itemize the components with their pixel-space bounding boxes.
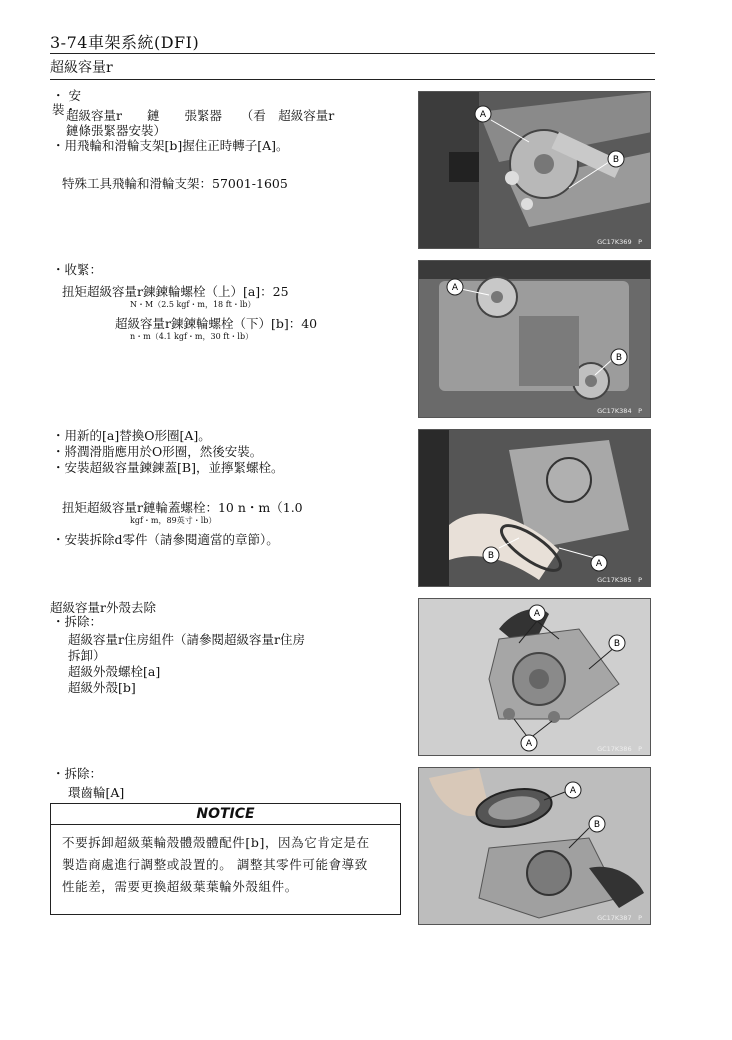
removal-item-3: 超級外殼[b] (68, 680, 136, 695)
photo-ring-gear (418, 767, 651, 925)
photo-housing (418, 598, 651, 756)
photo4-callout-a-top: A (533, 609, 541, 619)
torque-upper: 扭矩超級容量r鍊鍊輪螺栓（上）[a]：25 (62, 284, 289, 299)
install-bullet: ・ 安 (52, 88, 81, 103)
oring-line-3: ・安裝超級容量鍊鍊蓋[B]，並擰緊螺栓。 (52, 460, 284, 475)
cover-torque-unit: kgf・m，89英寸・lb） (130, 516, 217, 525)
notice-line-1: 不要拆卸超級葉輪殼體殼體配件[b]，因為它肯定是在 (62, 835, 370, 850)
removal-item-2: 超級外殼螺栓[a] (68, 664, 161, 679)
photo5-callout-b: B (593, 820, 601, 830)
notice-body (62, 832, 392, 898)
photo4-code: GC17K386 P (597, 745, 642, 753)
header-rule (50, 53, 655, 54)
photo-oring-cover (418, 429, 651, 587)
photo1-code: GC17K369 P (597, 238, 642, 246)
photo1-callout-b: B (612, 155, 620, 165)
install-line-1: 超級容量r 鏈 張緊器 （看 超級容量r (66, 108, 335, 123)
removal-item-1b: 拆卸） (68, 648, 106, 663)
photo2-callout-b: B (615, 353, 623, 363)
oring-line-2: ・將潤滑脂應用於O形圈，然後安裝。 (52, 444, 263, 459)
photo1-callout-a: A (479, 110, 487, 120)
removal-item-1a: 超級容量r住房組件（請參閱超級容量r住房 (68, 632, 305, 647)
section-subtitle: 超級容量r (50, 60, 113, 76)
install-removed-parts: ・安裝拆除d零件（請參閱適當的章節）。 (52, 532, 279, 547)
install-line-2: 鏈條張緊器安裝） (66, 123, 167, 138)
page-title: 3-74車架系統(DFI) (50, 33, 200, 52)
notice-heading: NOTICE (50, 803, 401, 825)
photo5-callout-a: A (569, 786, 577, 796)
photo3-callout-b: B (487, 551, 495, 561)
photo-sprocket-bolts (418, 260, 651, 418)
photo3-callout-a: A (595, 559, 603, 569)
photo5-code: GC17K387 P (597, 914, 642, 922)
removal-heading-2: ・拆除： (52, 766, 103, 781)
cover-torque: 扭矩超級容量r鏈輪蓋螺栓：10 n・m（1.0 (62, 500, 303, 515)
tighten-heading: ・收緊： (52, 262, 103, 277)
ring-gear-item: 環齒輪[A] (68, 785, 125, 800)
install-line-3: ・用飛輪和滑輪支架[b]握住正時轉子[A]。 (52, 138, 289, 153)
photo2-code: GC17K384 P (597, 407, 642, 415)
torque-upper-unit: N・M（2.5 kgf・m，18 ft・lb） (130, 300, 256, 309)
oring-line-1: ・用新的[a]替換O形圈[A]。 (52, 428, 211, 443)
removal-heading: ・拆除： (52, 614, 103, 629)
photo4-callout-a-bottom: A (525, 739, 533, 749)
torque-lower-unit: n・m（4.1 kgf・m，30 ft・lb） (130, 332, 254, 341)
photo2-callout-a: A (451, 283, 459, 293)
torque-lower: 超級容量r鍊鍊輪螺栓（下）[b]：40 (115, 316, 318, 331)
photo3-code: GC17K385 P (597, 576, 642, 584)
special-tool: 特殊工具飛輪和滑輪支架：57001-1605 (62, 176, 288, 191)
housing-removal-title: 超級容量r外殼去除 (50, 600, 156, 615)
subtitle-rule (50, 79, 655, 80)
install-bullet-cont: 裝・ (52, 102, 78, 117)
photo-timing-rotor (418, 91, 651, 249)
photo4-callout-b: B (613, 639, 621, 649)
notice-line-3: 性能差，需要更換超級葉葉輪外殼組件。 (62, 879, 298, 894)
notice-line-2: 製造商處進行調整或設置的。 調整其零件可能會導致 (62, 857, 368, 872)
